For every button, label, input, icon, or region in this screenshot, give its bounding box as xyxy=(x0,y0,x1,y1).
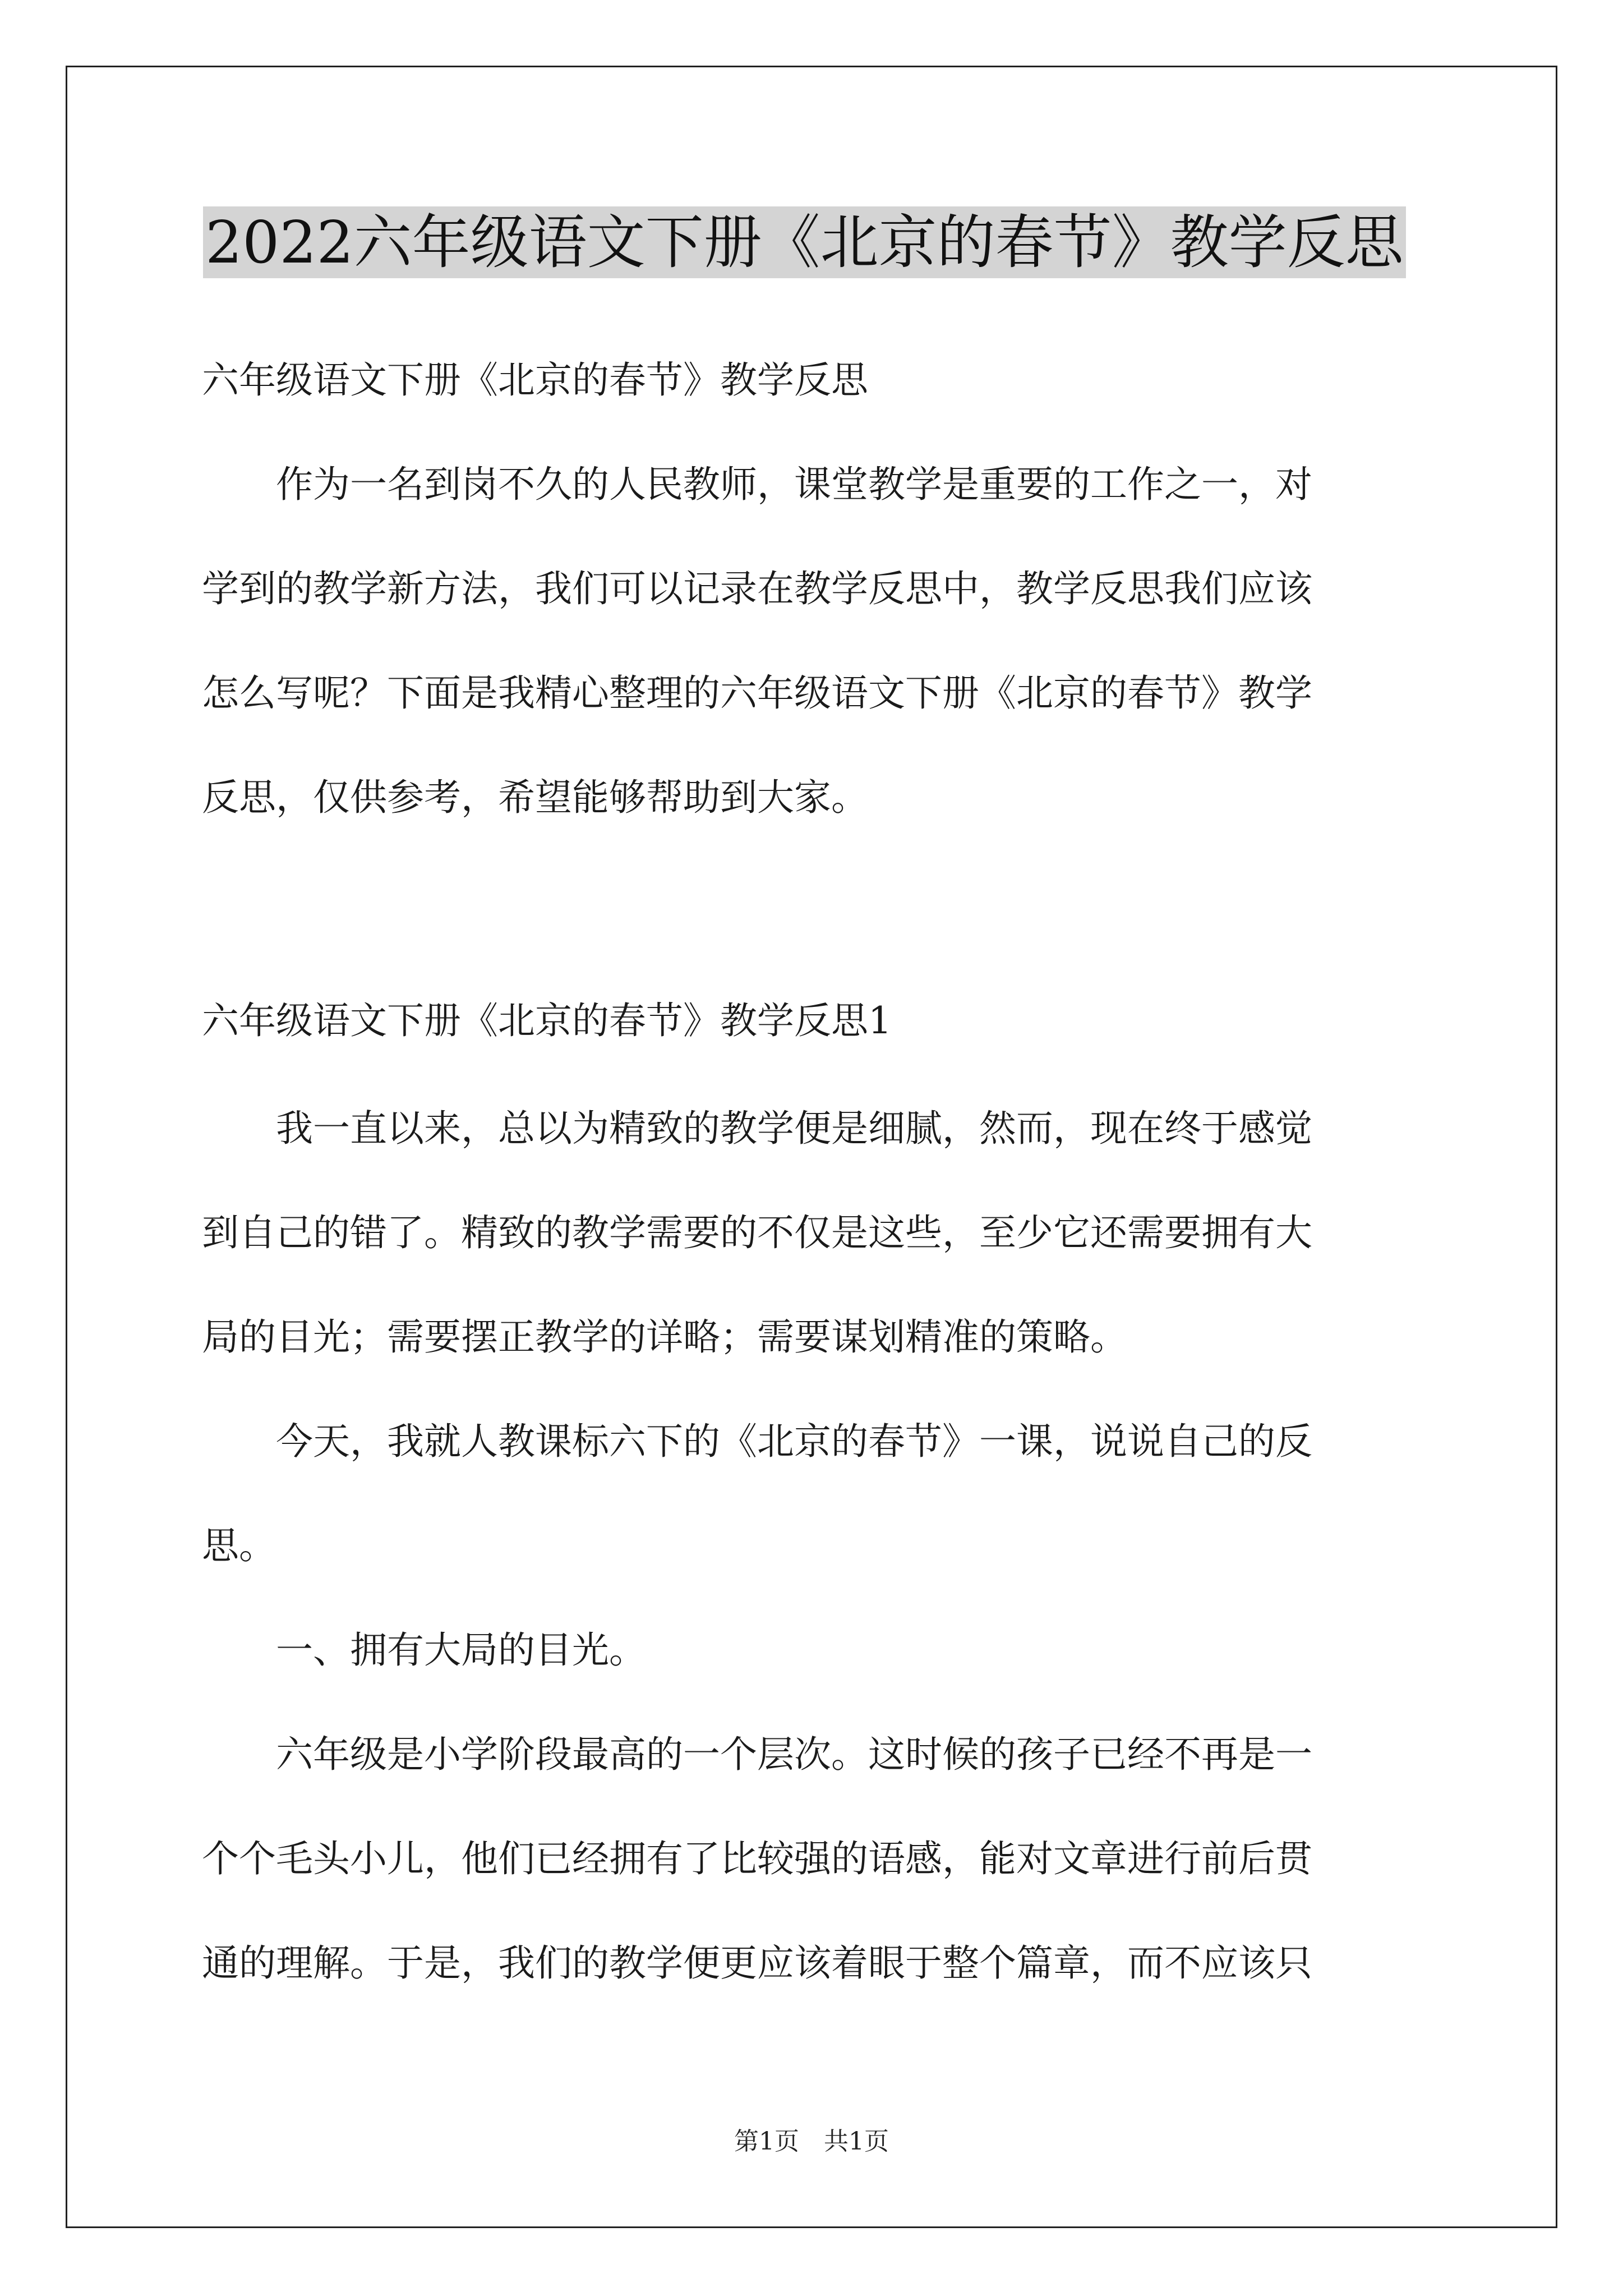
intro-line: 怎么写呢？下面是我精心整理的六年级语文下册《北京的春节》教学 xyxy=(202,671,1312,715)
body-line: 思。 xyxy=(202,1524,276,1567)
document-subtitle: 六年级语文下册《北京的春节》教学反思 xyxy=(202,358,868,402)
document-title: 2022六年级语文下册《北京的春节》教学反思 xyxy=(203,206,1406,278)
intro-line: 作为一名到岗不久的人民教师，课堂教学是重要的工作之一，对 xyxy=(202,463,1312,506)
body-line: 局的目光；需要摆正教学的详略；需要谋划精准的策略。 xyxy=(202,1315,1127,1359)
body-line: 个个毛头小儿，他们已经拥有了比较强的语感，能对文章进行前后贯 xyxy=(202,1837,1312,1880)
body-line: 六年级是小学阶段最高的一个层次。这时候的孩子已经不再是一 xyxy=(202,1733,1312,1776)
body-line: 我一直以来，总以为精致的教学便是细腻，然而，现在终于感觉 xyxy=(202,1107,1312,1150)
body-line: 今天，我就人教课标六下的《北京的春节》一课，说说自己的反 xyxy=(202,1420,1312,1463)
body-line: 一、拥有大局的目光。 xyxy=(202,1628,646,1672)
body-line: 通的理解。于是，我们的教学便更应该着眼于整个篇章，而不应该只 xyxy=(202,1941,1312,1985)
body-line: 到自己的错了。精致的教学需要的不仅是这些，至少它还需要拥有大 xyxy=(202,1211,1312,1254)
intro-line: 学到的教学新方法，我们可以记录在教学反思中，教学反思我们应该 xyxy=(202,567,1312,610)
intro-line: 反思，仅供参考，希望能够帮助到大家。 xyxy=(202,776,868,819)
page-number-footer: 第1页 共1页 xyxy=(734,2127,889,2156)
section-heading: 六年级语文下册《北京的春节》教学反思1 xyxy=(202,999,892,1042)
